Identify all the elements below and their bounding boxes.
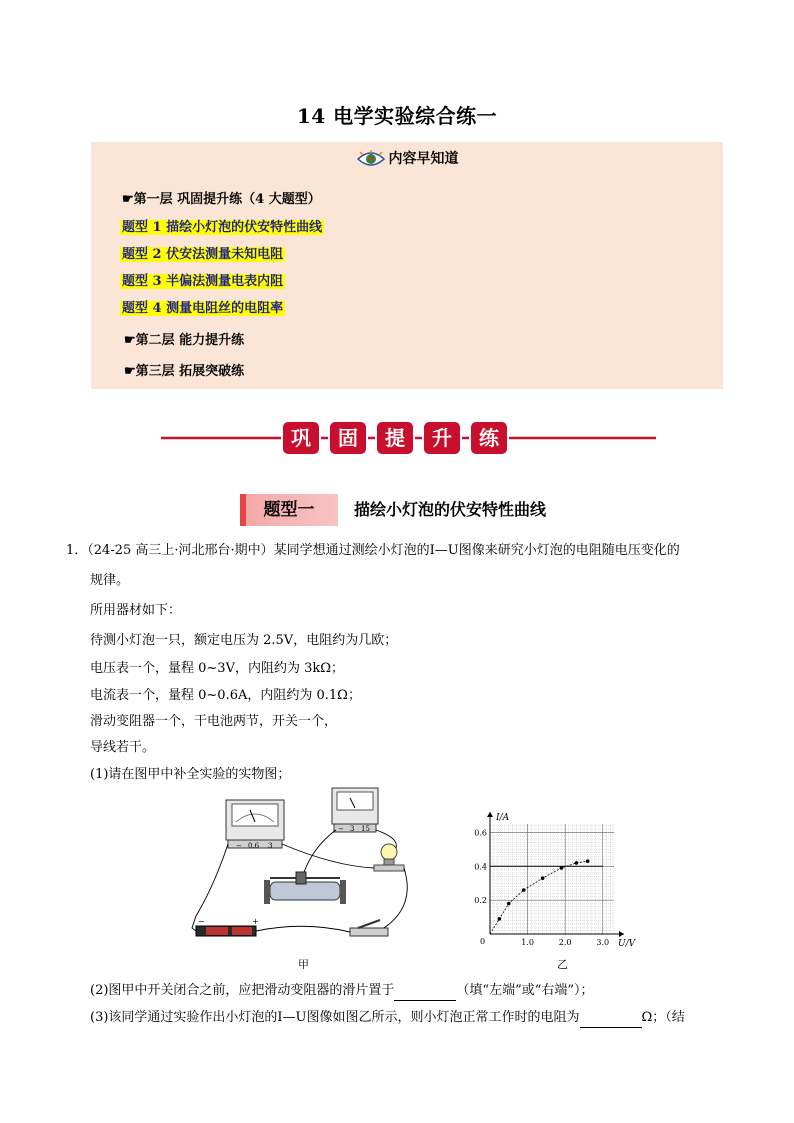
overview-box — [91, 142, 723, 389]
banner-char: 提 — [385, 426, 405, 450]
section-tag: 题型一 — [240, 494, 338, 526]
section-title: 描绘小灯泡的伏安特性曲线 — [354, 500, 547, 519]
ammeter-label-06: 0.6 — [248, 842, 260, 850]
x-axis-label: U/V — [618, 939, 636, 948]
question-part-3-text: (3)该同学通过实验作出小灯泡的I—U图像如图乙所示，则小灯泡正常工作时的电阻为 — [90, 1010, 580, 1025]
figure-caption-right: 乙 — [557, 958, 568, 971]
question-part-2-hint: （填“左端”或“右端”）； — [456, 983, 594, 998]
question-part-3 — [90, 1008, 750, 1028]
data-point — [541, 876, 545, 880]
question-part-2 — [90, 981, 594, 1001]
banner-char: 固 — [338, 426, 358, 450]
question-part-1: (1)请在图甲中补全实验的实物图； — [90, 767, 291, 782]
x-tick-label: 2.0 — [558, 938, 572, 947]
overview-heading — [91, 148, 723, 168]
x-axis-arrow — [619, 931, 624, 937]
question-line-3: 所用器材如下： — [90, 603, 182, 618]
voltmeter — [332, 788, 378, 833]
eye-icon — [356, 150, 386, 168]
question-line-4: 待测小灯泡一只，额定电压为 2.5V，电阻约为几欧； — [90, 633, 398, 648]
x-tick-label: 3.0 — [596, 938, 610, 947]
data-point — [522, 888, 526, 892]
circuit-figure — [184, 786, 424, 944]
svg-text:−: − — [198, 917, 205, 926]
question-line-8: 导线若干。 — [90, 740, 156, 755]
question-part-2-text: (2)图甲中开关闭合之前，应把滑动变阻器的滑片置于 — [90, 983, 395, 998]
ammeter-label-3: 3 — [268, 842, 273, 850]
layer-1: ☛第一层 巩固提升练（4 大题型） — [122, 192, 321, 207]
bulb — [374, 844, 404, 871]
iu-chart — [462, 806, 640, 948]
figure-caption-left: 甲 — [298, 958, 309, 971]
ammeter — [226, 800, 284, 850]
question-line-2: 规律。 — [90, 573, 130, 588]
data-point — [498, 917, 502, 921]
y-tick-label: 0.6 — [474, 828, 487, 838]
data-point — [586, 859, 590, 863]
question-line-5: 电压表一个，量程 0~3V，内阻约为 3kΩ； — [90, 661, 345, 676]
type-item-3[interactable]: 题型 3 半偏法测量电表内阻 — [122, 274, 284, 289]
voltmeter-label-neg: − — [338, 825, 344, 833]
question-line-7: 滑动变阻器一个，干电池两节，开关一个， — [90, 714, 338, 729]
banner-char: 练 — [479, 426, 499, 450]
voltmeter-label-3: 3 — [350, 825, 355, 833]
origin-label: 0 — [480, 937, 486, 946]
y-axis-label: I/A — [496, 813, 510, 823]
overview-heading-text: 内容早知道 — [388, 151, 459, 167]
type-item-1[interactable]: 题型 1 描绘小灯泡的伏安特性曲线 — [122, 220, 323, 235]
question-line-1: 1．（24-25 高三上·河北邢台·期中）某同学想通过测绘小灯泡的I—U图像来研究小灯泡的电阻随电压变化的 — [66, 543, 680, 558]
svg-text:+: + — [252, 917, 259, 926]
switch — [350, 920, 388, 936]
page-title: 14 电学实验综合练一 — [296, 104, 498, 128]
type-item-4[interactable]: 题型 4 测量电阻丝的电阻率 — [122, 301, 284, 316]
y-axis-arrow — [487, 812, 493, 817]
question-part-3-tail: Ω；（结 — [641, 1010, 685, 1025]
banner-char: 升 — [432, 426, 452, 450]
banner-char: 巩 — [291, 426, 311, 450]
layer-3: ☛第三层 拓展突破练 — [124, 364, 245, 379]
voltmeter-label-15: 15 — [361, 825, 370, 833]
question-line-6: 电流表一个，量程 0~0.6A，内阻约为 0.1Ω； — [90, 688, 361, 703]
answer-blank-2[interactable] — [394, 986, 456, 1001]
y-tick-label: 0.2 — [474, 896, 487, 906]
data-point — [507, 902, 511, 906]
answer-blank-3[interactable] — [580, 1013, 642, 1028]
layer-2: ☛第二层 能力提升练 — [124, 333, 245, 348]
battery — [196, 917, 259, 936]
ammeter-label-neg: − — [236, 842, 242, 850]
y-tick-label: 0.4 — [474, 862, 487, 872]
x-tick-label: 1.0 — [521, 938, 534, 947]
data-point — [560, 866, 564, 870]
data-point — [575, 861, 579, 865]
section-heading — [240, 494, 600, 526]
section-banner — [161, 421, 656, 455]
rheostat — [264, 872, 346, 904]
type-item-2[interactable]: 题型 2 伏安法测量未知电阻 — [122, 247, 284, 262]
